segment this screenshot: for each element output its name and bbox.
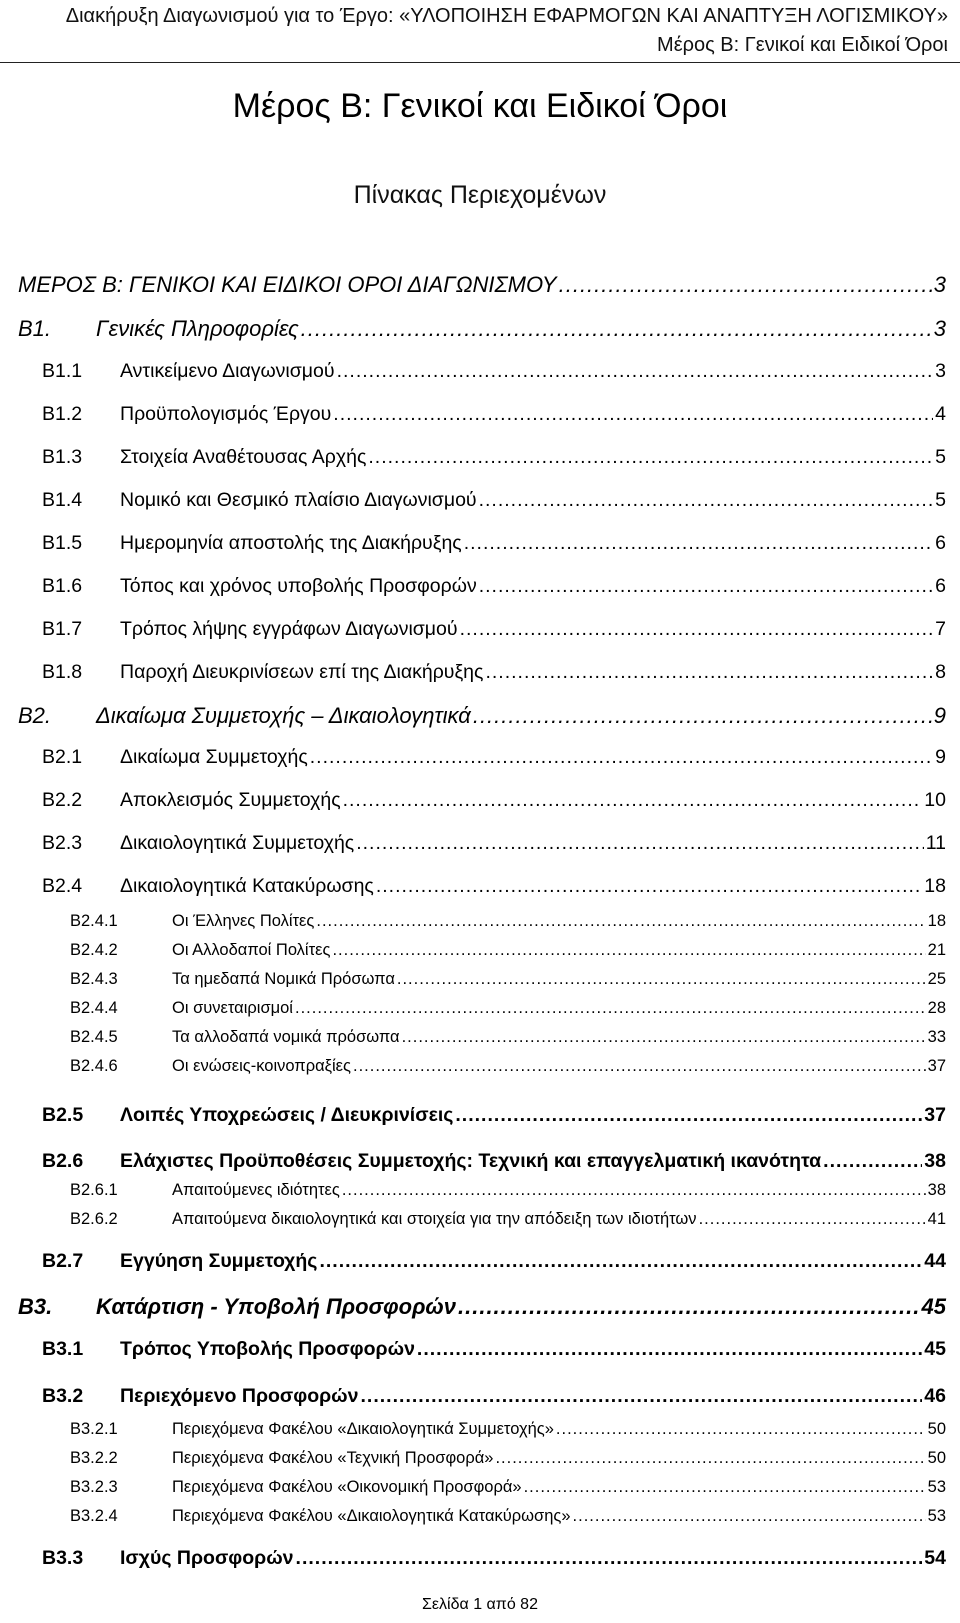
toc-entry-text: Περιεχόμενα Φακέλου «Δικαιολογητικά Κατακύρωσης»: [172, 1507, 571, 1525]
toc-entry-text: Δικαιολογητικά Κατακύρωσης: [120, 875, 374, 897]
toc-entry-page: 9: [935, 746, 946, 768]
toc-entry-page: 37: [927, 1057, 946, 1075]
toc-entry-page: 54: [924, 1547, 946, 1569]
toc-entry-page: 41: [927, 1210, 946, 1228]
page-title: Μέρος Β: Γενικοί και Ειδικοί Όροι: [232, 87, 728, 125]
toc-leader-dots: [397, 970, 926, 989]
toc-leader-dots: [495, 1449, 925, 1468]
toc-entry-page: 6: [935, 532, 946, 554]
toc-entry-number: Β3.2: [42, 1385, 84, 1407]
toc-entry[interactable]: [42, 575, 946, 598]
toc-entry-number: Β2.1: [42, 746, 83, 768]
toc-leader-dots: [524, 1478, 926, 1497]
toc-entry-text: Περιεχόμενα Φακέλου «Τεχνική Προσφορά»: [172, 1449, 494, 1467]
toc-entry[interactable]: [42, 1250, 946, 1273]
toc-entry-text: Κατάρτιση - Υποβολή Προσφορών: [96, 1294, 456, 1319]
toc-entry[interactable]: [42, 1104, 946, 1127]
toc-entry-page: 11: [925, 832, 946, 854]
toc-entry-number: Β3.2.1: [70, 1420, 118, 1438]
toc-entry-text: Δικαίωμα Συμμετοχής: [120, 746, 308, 768]
toc-entry[interactable]: [70, 1507, 946, 1526]
toc-entry-page: 37: [924, 1104, 946, 1126]
toc-entry-text: Οι ενώσεις-κοινοπραξίες: [172, 1057, 351, 1075]
toc-entry[interactable]: [42, 746, 946, 769]
toc-entry-text: Δικαίωμα Συμμετοχής – Δικαιολογητικά: [96, 703, 471, 728]
toc-entry-page: 21: [927, 941, 946, 959]
toc-leader-dots: [455, 1104, 922, 1127]
toc-entry-text: ΜΕΡΟΣ Β: ΓΕΝΙΚΟΙ ΚΑΙ ΕΙΔΙΚΟΙ ΟΡΟΙ ΔΙΑΓΩΝΙΣΜΟΥ: [18, 272, 557, 297]
toc-entry-page: 3: [933, 272, 946, 297]
toc-leader-dots: [573, 1507, 926, 1526]
toc-entry-page: 10: [924, 789, 946, 811]
toc-entry-number: Β3.2.4: [70, 1507, 118, 1525]
toc-entry-page: 8: [935, 661, 946, 683]
toc-entry-text: Εγγύηση Συμμετοχής: [120, 1250, 318, 1272]
toc-entry-text: Περιεχόμενα Φακέλου «Οικονομική Προσφορά»: [172, 1478, 522, 1496]
toc-leader-dots: [559, 272, 932, 298]
toc-entry-number: Β2.7: [42, 1250, 84, 1272]
toc-entry-number: Β1.7: [42, 618, 83, 640]
toc-entry[interactable]: [42, 618, 946, 641]
toc-leader-dots: [310, 746, 933, 769]
toc-leader-dots: [479, 489, 934, 512]
toc-entry[interactable]: [70, 912, 946, 931]
toc-entry-page: 4: [935, 403, 946, 425]
toc-entry-text: Ισχύς Προσφορών: [120, 1547, 294, 1569]
toc-entry-number: Β2.2: [42, 789, 83, 811]
toc-entry-page: 53: [927, 1507, 946, 1525]
toc-entry-text: Περιεχόμενα Φακέλου «Δικαιολογητικά Συμμετοχής»: [172, 1420, 554, 1438]
toc-entry-page: 9: [933, 703, 946, 728]
toc-leader-dots: [368, 446, 933, 469]
toc-entry-text: Τρόπος λήψης εγγράφων Διαγωνισμού: [120, 618, 458, 640]
toc-entry[interactable]: [70, 1420, 946, 1439]
toc-leader-dots: [356, 832, 924, 855]
toc-entry-text: Τρόπος Υποβολής Προσφορών: [120, 1338, 415, 1360]
toc-entry-text: Αποκλεισμός Συμμετοχής: [120, 789, 341, 811]
running-header: [66, 2, 948, 60]
toc-leader-dots: [332, 941, 925, 960]
toc-leader-dots: [460, 618, 934, 641]
toc-heading: Πίνακας Περιεχομένων: [353, 181, 607, 209]
toc-entry-number: Β3.: [18, 1294, 53, 1319]
toc-leader-dots: [343, 789, 923, 812]
toc-entry-page: 38: [924, 1150, 946, 1172]
toc-entry-number: Β3.2.2: [70, 1449, 118, 1467]
toc-entry-number: Β2.4.5: [70, 1028, 118, 1046]
toc-entry[interactable]: [70, 1028, 946, 1047]
toc-leader-dots: [473, 703, 932, 729]
toc-entry-number: Β2.4.1: [70, 912, 118, 930]
toc-entry-text: Παροχή Διευκρινίσεων επί της Διακήρυξης: [120, 661, 484, 683]
toc-entry-text: Περιεχόμενο Προσφορών: [120, 1385, 359, 1407]
toc-entry-number: Β3.1: [42, 1338, 84, 1360]
toc-entry[interactable]: [18, 703, 946, 729]
toc-entry[interactable]: [42, 532, 946, 555]
toc-entry-page: 33: [927, 1028, 946, 1046]
toc-entry-page: 38: [927, 1181, 946, 1199]
toc-entry-page: 7: [935, 618, 946, 640]
toc-entry-page: 18: [927, 912, 946, 930]
toc-entry[interactable]: [18, 316, 946, 342]
toc-entry[interactable]: [70, 1181, 946, 1200]
toc-leader-dots: [402, 1028, 926, 1047]
toc-entry-text: Τα ημεδαπά Νομικά Πρόσωπα: [172, 970, 395, 988]
toc-leader-dots: [823, 1150, 922, 1173]
header-section-title: Μέρος Β: Γενικοί και Ειδικοί Όροι: [657, 34, 948, 56]
toc-entry-page: 25: [927, 970, 946, 988]
toc-entry[interactable]: [42, 489, 946, 512]
toc-entry-number: Β1.8: [42, 661, 83, 683]
toc-entry-number: Β2.4.3: [70, 970, 118, 988]
header-document-title: Διακήρυξη Διαγωνισμού για το Έργο: «ΥΛΟΠΟΙΗΣΗ ΕΦΑΡΜΟΓΩΝ ΚΑΙ ΑΝΑΠΤΥΞΗ ΛΟΓΙΣΜΙΚΟΥ»: [65, 5, 948, 27]
toc-entry-text: Απαιτούμενα δικαιολογητικά και στοιχεία για την απόδειξη των ιδιοτήτων: [172, 1210, 697, 1228]
toc-leader-dots: [316, 912, 925, 931]
toc-entry-text: Στοιχεία Αναθέτουσας Αρχής: [120, 446, 367, 468]
toc-leader-dots: [699, 1210, 926, 1229]
toc-entry-number: Β1.4: [42, 489, 83, 511]
toc-entry[interactable]: [18, 272, 946, 298]
toc-entry-text: Οι Έλληνες Πολίτες: [172, 912, 315, 930]
toc-entry-text: Αντικείμενο Διαγωνισμού: [120, 360, 335, 382]
toc-entry-number: Β1.6: [42, 575, 83, 597]
toc-entry-page: 44: [924, 1250, 946, 1272]
toc-entry-number: Β2.4.6: [70, 1057, 118, 1075]
toc-entry-number: Β2.: [18, 703, 52, 728]
toc-entry[interactable]: [42, 875, 946, 898]
toc-leader-dots: [556, 1420, 926, 1439]
toc-leader-dots: [376, 875, 922, 898]
toc-entry-number: Β2.6: [42, 1150, 84, 1172]
toc-leader-dots: [417, 1338, 922, 1361]
toc-leader-dots: [296, 1547, 923, 1570]
toc-entry-number: Β1.: [18, 316, 52, 341]
toc-entry-text: Ημερομηνία αποστολής της Διακήρυξης: [120, 532, 462, 554]
toc-entry[interactable]: [70, 1478, 946, 1497]
toc-entry-page: 50: [927, 1449, 946, 1467]
toc-entry-page: 28: [927, 999, 946, 1017]
toc-entry-number: Β3.2.3: [70, 1478, 118, 1496]
toc-entry[interactable]: [70, 1210, 946, 1229]
toc-entry-page: 46: [924, 1385, 946, 1407]
toc-entry[interactable]: [42, 1385, 946, 1408]
toc-entry[interactable]: [70, 970, 946, 989]
toc-entry-page: 5: [935, 446, 946, 468]
toc-leader-dots: [295, 999, 926, 1018]
toc-entry-number: Β2.3: [42, 832, 83, 854]
toc-entry-number: Β2.4.2: [70, 941, 118, 959]
toc-entry[interactable]: [42, 1338, 946, 1361]
toc-leader-dots: [342, 1181, 926, 1200]
toc-entry-text: Νομικό και Θεσμικό πλαίσιο Διαγωνισμού: [120, 489, 477, 511]
toc-entry[interactable]: [42, 446, 946, 469]
toc-entry-text: Οι Αλλοδαποί Πολίτες: [172, 941, 331, 959]
toc-leader-dots: [458, 1294, 920, 1320]
toc-entry-page: 5: [935, 489, 946, 511]
toc-leader-dots: [361, 1385, 923, 1408]
toc-entry-page: 45: [921, 1294, 946, 1319]
toc-leader-dots: [319, 1250, 922, 1273]
toc-entry[interactable]: [42, 789, 946, 812]
toc-entry[interactable]: [70, 941, 946, 960]
toc-entry-number: Β1.3: [42, 446, 83, 468]
toc-entry-page: 3: [933, 316, 946, 341]
toc-entry[interactable]: [42, 360, 946, 383]
toc-entry-page: 53: [927, 1478, 946, 1496]
toc-entry-number: Β2.5: [42, 1104, 84, 1126]
toc-entry[interactable]: [42, 1150, 946, 1173]
toc-entry-text: Γενικές Πληροφορίες: [96, 316, 299, 341]
toc-entry-text: Προϋπολογισμός Έργου: [120, 403, 332, 425]
toc-leader-dots: [479, 575, 933, 598]
toc-entry-page: 45: [924, 1338, 946, 1360]
toc-entry-page: 6: [935, 575, 946, 597]
toc-entry-number: Β2.6.1: [70, 1181, 118, 1199]
toc-entry[interactable]: [70, 1057, 946, 1076]
toc-entry[interactable]: [70, 999, 946, 1018]
toc-entry-number: Β1.1: [42, 360, 83, 382]
toc-leader-dots: [301, 316, 932, 342]
toc-entry[interactable]: [18, 1294, 946, 1320]
toc-leader-dots: [333, 403, 933, 426]
toc-entry-page: 3: [935, 360, 946, 382]
toc-entry[interactable]: [42, 661, 946, 684]
toc-entry-page: 18: [924, 875, 946, 897]
toc-entry-number: Β1.5: [42, 532, 83, 554]
page-footer: Σελίδα 1 από 82: [422, 1596, 538, 1613]
toc-entry-number: Β1.2: [42, 403, 83, 425]
toc-leader-dots: [464, 532, 933, 555]
header-rule: [0, 62, 960, 63]
toc-leader-dots: [337, 360, 934, 383]
toc-entry-page: 50: [927, 1420, 946, 1438]
toc-entry-number: Β2.4.4: [70, 999, 118, 1017]
toc-entry-text: Οι συνεταιρισμοί: [172, 999, 293, 1017]
toc-entry-number: Β3.3: [42, 1547, 84, 1569]
toc-entry-text: Τόπος και χρόνος υποβολής Προσφορών: [120, 575, 477, 597]
toc-entry-number: Β2.6.2: [70, 1210, 118, 1228]
toc-entry-text: Απαιτούμενες ιδιότητες: [172, 1181, 340, 1199]
toc-entry-text: Ελάχιστες Προϋποθέσεις Συμμετοχής: Τεχνική και επαγγελματική ικανότητα: [120, 1150, 822, 1172]
toc-leader-dots: [485, 661, 933, 684]
toc-entry-number: Β2.4: [42, 875, 83, 897]
toc-entry[interactable]: [70, 1449, 946, 1468]
toc-entry-text: Δικαιολογητικά Συμμετοχής: [120, 832, 355, 854]
toc-entry[interactable]: [42, 1547, 946, 1570]
toc-entry-text: Τα αλλοδαπά νομικά πρόσωπα: [172, 1028, 400, 1046]
toc-entry[interactable]: [42, 832, 946, 855]
toc-leader-dots: [353, 1057, 926, 1076]
toc-entry[interactable]: [42, 403, 946, 426]
toc-entry-text: Λοιπές Υποχρεώσεις / Διευκρινίσεις: [120, 1104, 454, 1126]
